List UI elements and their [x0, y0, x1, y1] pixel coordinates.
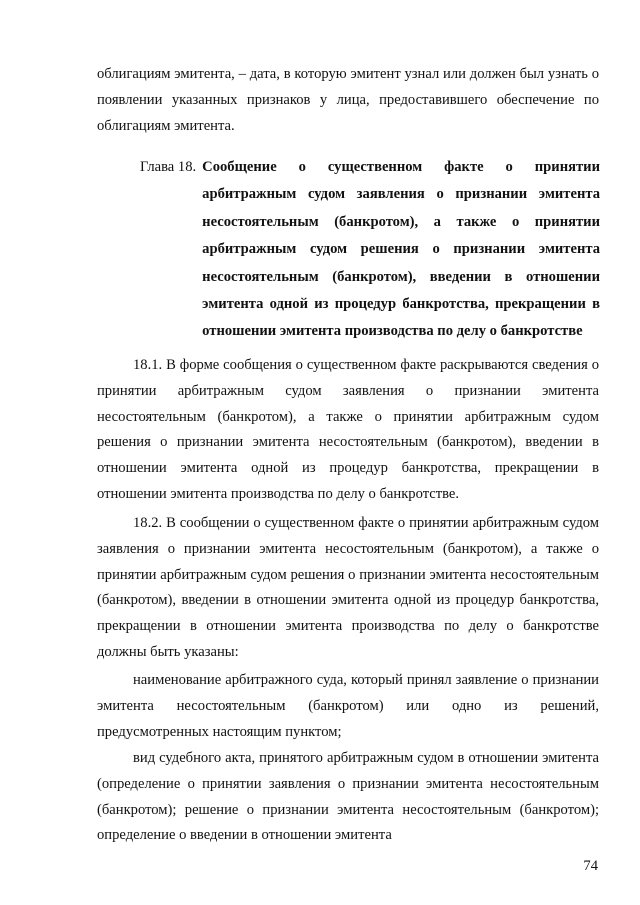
paragraph-18-2: 18.2. В сообщении о существенном факте о принятии арбитражным судом заявления о признании эмитента несостоятельным (банкротом), а также о принятии арбитражным судом решения о признании эмитента несостоятельным (банкротом), введении в отношении эмитента одной из процедур банкротства, прекращении в отношении эмитента производства по делу о банкротстве должны быть указаны: [97, 515, 599, 660]
page-number: 74 [583, 858, 598, 874]
chapter-heading [140, 154, 600, 346]
paragraph-18-1: 18.1. В форме сообщения о существенном факте раскрываются сведения о принятии арбитражным судом заявления о признании эмитента несостоятельным (банкротом), а также о принятии арбитражным судом решения о признании эмитента несостоятельным (банкротом), введении в отношении эмитента одной из процедур банкротства, прекращении в отношении эмитента производства по делу о банкротстве. [97, 357, 599, 502]
list-item-court-name: наименование арбитражного суда, который принял заявление о признании эмитента несостоятельным (банкротом) или одно из решений, предусмотренных настоящим пунктом; [97, 672, 599, 740]
chapter-title: Сообщение о существенном факте о принятии арбитражным судом заявления о признании эмитента несостоятельным (банкротом), а также о принятии арбитражным судом решения о признании эмитента несостоятельным (банкротом), введении в отношении эмитента одной из процедур банкротства, прекращении в отношении эмитента производства по делу о банкротстве [202, 159, 600, 340]
list-item-act-type: вид судебного акта, принятого арбитражным судом в отношении эмитента (определение о принятии заявления о признании эмитента несостоятельным (банкротом); решение о признании эмитента несостоятельным (банкротом); определение о введении в отношении эмитента [97, 750, 599, 844]
chapter-label: Глава 18. [140, 159, 197, 175]
intro-paragraph: облигациям эмитента, – дата, в которую эмитент узнал или должен был узнать о появлении указанных признаков у лица, предоставившего обеспечение по облигациям эмитента. [97, 66, 599, 134]
